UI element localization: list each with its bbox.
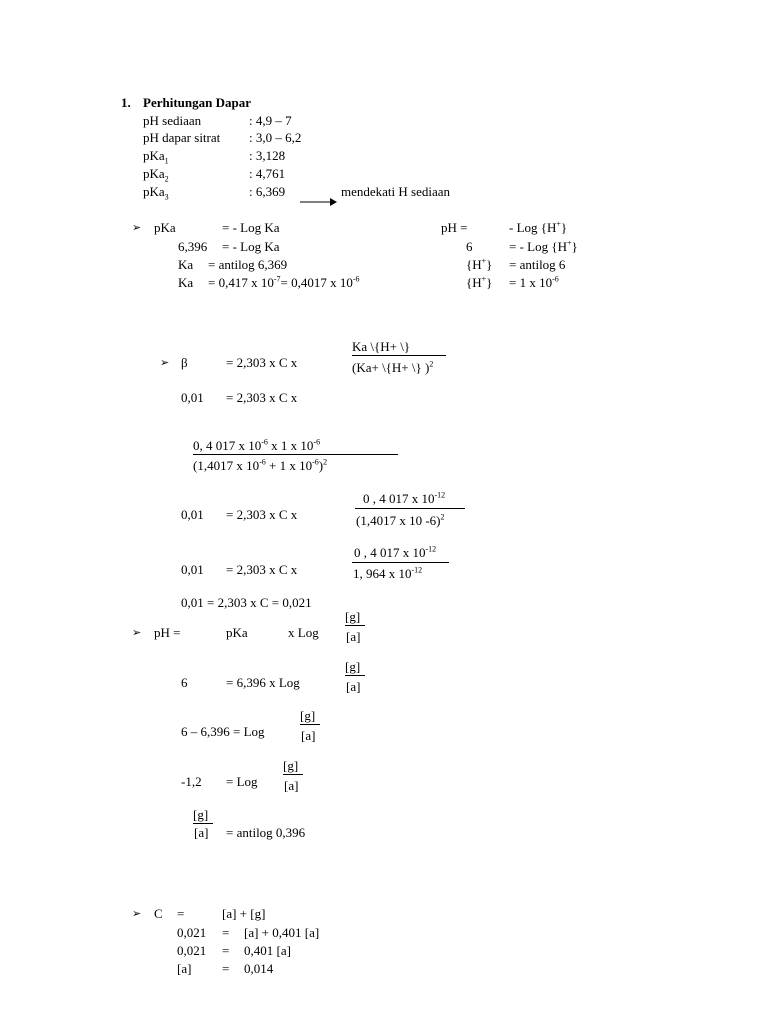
beta-eq-3: = 2,303 x C x — [226, 507, 298, 522]
conc-expr-1: [a] + [g] — [222, 906, 266, 921]
ph-log-label: pH = — [154, 625, 181, 640]
fraction-bar — [352, 562, 449, 563]
ph-value: 6 — [466, 239, 473, 254]
beta-symbol: β — [181, 355, 188, 370]
ph-log-value: -1,2 — [181, 774, 202, 789]
ph-log-diff: 6 – 6,396 = Log — [181, 724, 265, 739]
beta-cut-text: 0,01 = 2,303 x C = 0,021 — [181, 595, 312, 610]
h-label: {H+} — [466, 256, 493, 272]
frac-g: [g] — [345, 659, 361, 674]
ka-label-2: Ka — [178, 275, 194, 290]
conc-result: 0,014 — [244, 961, 274, 976]
section-number: 1. — [121, 95, 131, 110]
pka-value-eq: = - Log Ka — [222, 239, 280, 254]
param-value-pka1: : 3,128 — [249, 148, 286, 163]
param-value-ph-sediaan: : 4,9 – 7 — [249, 113, 292, 128]
ph-log-pka: pKa — [226, 625, 248, 640]
beta-frac2-den: (1,4017 x $10^{-6} + 1$ x $10^{-6})^2$ — [193, 457, 328, 473]
param-label-pka2: pKa$_2$ — [143, 166, 169, 184]
conc-eq-3: = — [222, 943, 230, 958]
conc-eq-4: = — [222, 961, 230, 976]
beta-eq-1: = 2,303 x C x — [226, 355, 298, 370]
conc-expr-2: [a] + 0,401 [a] — [244, 925, 320, 940]
bullet-arrow-icon: ➢ — [132, 907, 142, 920]
fraction-bar — [345, 675, 365, 676]
frac-a: [a] — [346, 679, 361, 694]
pka-value: 6,396 — [178, 239, 208, 254]
ka-label: Ka — [178, 257, 194, 272]
fraction-bar — [345, 625, 365, 626]
frac-a: [a] — [301, 728, 316, 743]
frac-g: [g] — [193, 807, 209, 822]
ph-label: pH = — [441, 220, 468, 235]
fraction-bar — [193, 454, 398, 455]
frac-a: [a] — [284, 778, 299, 793]
beta-value-3: 0,01 — [181, 562, 204, 577]
beta-frac3-num: 0 , 4 017 x $10^{-12}$ — [363, 490, 446, 506]
conc-eq-1: = — [177, 906, 185, 921]
param-label-ph-dapar: pH dapar sitrat — [143, 130, 221, 145]
frac-g: [g] — [300, 708, 316, 723]
antilog-text: = antilog 0,396 — [226, 825, 306, 840]
section-title: Perhitungan Dapar — [143, 95, 251, 110]
beta-eq-4: = 2,303 x C x — [226, 562, 298, 577]
fraction-bar — [283, 774, 303, 775]
ph-eq: - Log {H+} — [509, 219, 568, 235]
param-value-pka2: : 4,761 — [249, 166, 286, 181]
beta-value-1: 0,01 — [181, 390, 204, 405]
frac-a: [a] — [194, 825, 209, 840]
beta-eq-2: = 2,303 x C x — [226, 390, 298, 405]
ph-log-x: x Log — [288, 625, 319, 640]
conc-value-1: 0,021 — [177, 925, 207, 940]
frac-g: [g] — [345, 609, 361, 624]
conc-c: C — [154, 906, 163, 921]
ph-log-6: 6 — [181, 675, 188, 690]
beta-frac2-num: 0, 4 017 x $10^{-6}$ x 1 x $10^{-6}$ — [193, 437, 321, 453]
bullet-arrow-icon: ➢ — [160, 356, 170, 369]
beta-value-2: 0,01 — [181, 507, 204, 522]
bullet-arrow-icon: ➢ — [132, 626, 142, 639]
beta-frac4-den: 1, 964 x $10^{-12}$ — [353, 565, 423, 581]
clipped-line — [190, 824, 350, 840]
ph-log-eq-4: = Log — [226, 774, 258, 789]
conc-eq-2: = — [222, 925, 230, 940]
bullet-arrow-icon: ➢ — [132, 221, 142, 234]
param-label-pka1: pKa$_1$ — [143, 148, 169, 166]
note-text: mendekati H sediaan — [341, 184, 451, 199]
ph-value-eq: = - Log {H+} — [509, 238, 578, 254]
param-label-pka3: pKa$_3$ — [143, 184, 169, 202]
frac-g: [g] — [283, 758, 299, 773]
pka-eq: = - Log Ka — [222, 220, 280, 235]
conc-expr-3: 0,401 [a] — [244, 943, 291, 958]
param-value-ph-dapar: : 3,0 – 6,2 — [249, 130, 302, 145]
ka-antilog: = antilog 6,369 — [208, 257, 288, 272]
h-result: = 1 x $10^{-6}$ — [509, 274, 559, 290]
beta-frac1-den: (Ka+ \{H+ \} )$^2$ — [352, 359, 434, 375]
conc-value-2: 0,021 — [177, 943, 207, 958]
clipped-line — [181, 595, 421, 610]
param-label-ph-sediaan: pH sediaan — [143, 113, 202, 128]
frac-a: [a] — [346, 629, 361, 644]
beta-frac1-num: Ka \{H+ \} — [352, 339, 411, 354]
fraction-bar — [355, 508, 465, 509]
ka-result: = 0,417 x $10^{-7}= 0,4017$ x $10^{-6}$ — [208, 274, 360, 290]
fraction-bar — [300, 724, 320, 725]
h-label-2: {H+} — [466, 274, 493, 290]
arrow-icon — [298, 195, 338, 207]
h-antilog: = antilog 6 — [509, 257, 566, 272]
ph-log-eq-2: = 6,396 x Log — [226, 675, 300, 690]
pka-label: pKa — [154, 220, 176, 235]
param-value-pka3: : 6,369 — [249, 184, 286, 199]
beta-frac3-den: (1,4017 x 10 -6)$^2$ — [356, 512, 445, 528]
conc-a: [a] — [177, 961, 192, 976]
beta-frac4-num: 0 , 4 017 x $10^{-12}$ — [354, 544, 437, 560]
fraction-bar — [352, 355, 446, 356]
